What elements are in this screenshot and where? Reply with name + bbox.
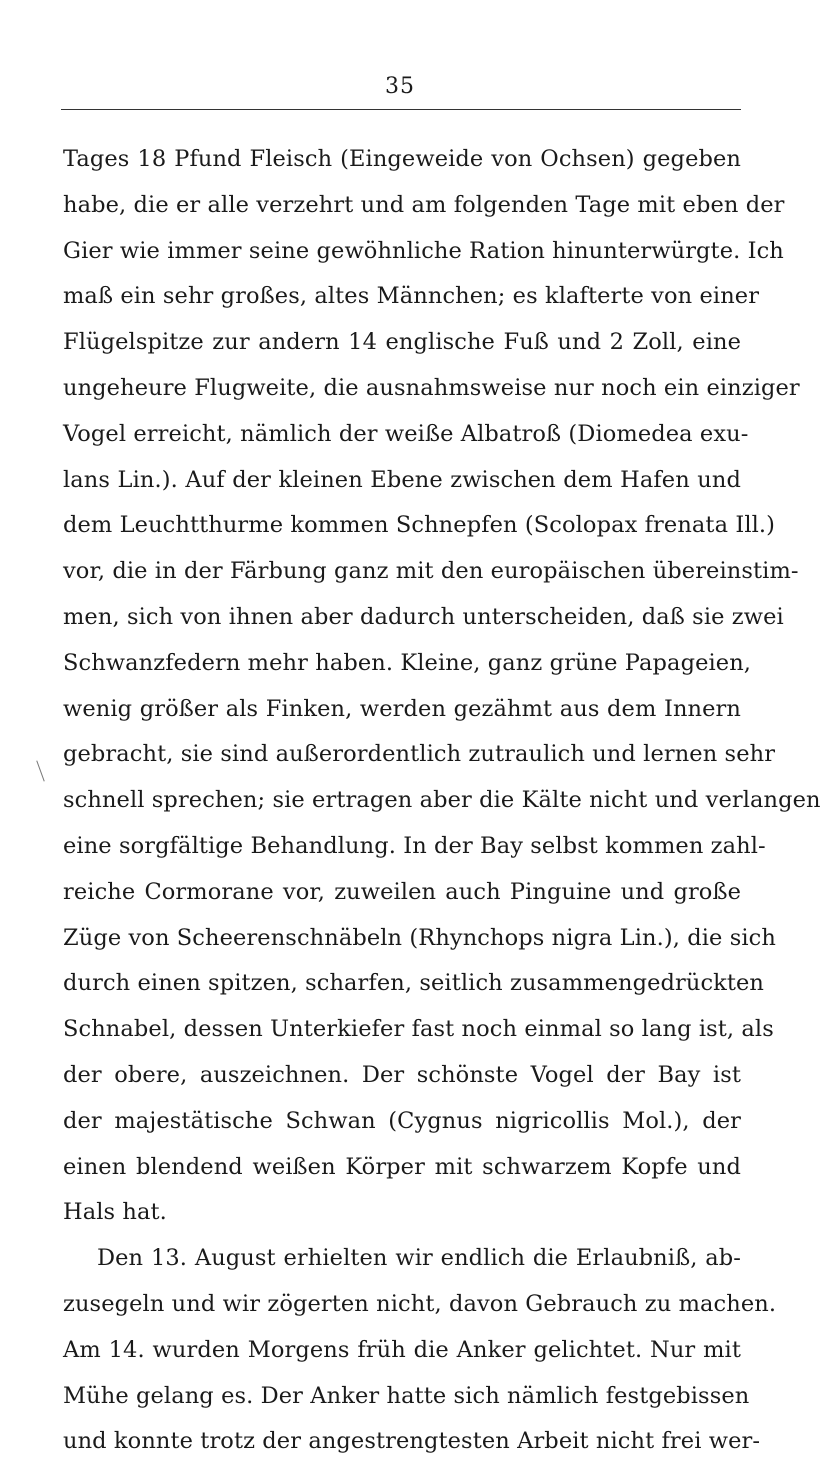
text-line: reiche Cormorane vor, zuweilen auch Pinguine und große: [63, 878, 741, 905]
text-line: schnell sprechen; sie ertragen aber die Kälte nicht und verlangen: [63, 787, 821, 814]
text-line: men, sich von ihnen aber dadurch unterscheiden, daß sie zwei: [63, 603, 784, 630]
text-line: wenig größer als Finken, werden gezähmt aus dem Innern: [63, 695, 741, 722]
body-text: [63, 137, 821, 1465]
text-line: Am 14. wurden Morgens früh die Anker gelichtet. Nur mit: [63, 1336, 741, 1363]
text-line: Tages 18 Pfund Fleisch (Eingeweide von Ochsen) gegeben: [63, 146, 741, 172]
text-line: einen blendend weißen Körper mit schwarzem Kopfe und: [63, 1153, 741, 1180]
text-line: Vogel erreicht, nämlich der weiße Albatroß (Diomedea exu-: [63, 420, 749, 447]
text-line: durch einen spitzen, scharfen, seitlich zusammengedrückten: [63, 970, 765, 997]
margin-mark: [36, 760, 44, 781]
text-line: vor, die in der Färbung ganz mit den europäischen übereinstim-: [63, 558, 799, 585]
text-line: Gier wie immer seine gewöhnliche Ration hinunterwürgte. Ich: [63, 237, 784, 264]
text-line: ungeheure Flugweite, die ausnahmsweise nur noch ein einziger: [63, 374, 800, 401]
text-line: Mühe gelang es. Der Anker hatte sich nämlich festgebissen: [63, 1382, 750, 1409]
text-line: habe, die er alle verzehrt und am folgenden Tage mit eben der: [63, 191, 785, 218]
text-line: gebracht, sie sind außerordentlich zutraulich und lernen sehr: [63, 741, 776, 768]
text-line: und konnte trotz der angestrengtesten Arbeit nicht frei wer-: [63, 1428, 761, 1455]
page-number: 35: [385, 74, 415, 99]
text-line: Den 13. August erhielten wir endlich die Erlaubniß, ab-: [97, 1245, 741, 1272]
text-line: Hals hat.: [63, 1199, 167, 1226]
text-line: Züge von Scheerenschnäbeln (Rhynchops nigra Lin.), die sich: [63, 924, 776, 951]
text-line: dem Leuchtthurme kommen Schnepfen (Scolopax frenata Ill.): [63, 512, 776, 539]
text-line: eine sorgfältige Behandlung. In der Bay selbst kommen zahl-: [63, 832, 766, 859]
text-line: der majestätische Schwan (Cygnus nigricollis Mol.), der: [63, 1107, 741, 1134]
text-line: Schnabel, dessen Unterkiefer fast noch einmal so lang ist, als: [63, 1016, 774, 1043]
text-line: maß ein sehr großes, altes Männchen; es klafterte von einer: [63, 283, 760, 310]
text-line: Flügelspitze zur andern 14 englische Fuß und 2 Zoll, eine: [63, 329, 741, 356]
text-line: zusegeln und wir zögerten nicht, davon Gebrauch zu machen.: [63, 1290, 777, 1317]
text-line: der obere, auszeichnen. Der schönste Vogel der Bay ist: [63, 1061, 741, 1088]
text-line: Schwanzfedern mehr haben. Kleine, ganz grüne Papageien,: [63, 649, 752, 676]
header-rule: [61, 109, 741, 110]
text-line: lans Lin.). Auf der kleinen Ebene zwischen dem Hafen und: [63, 466, 741, 493]
